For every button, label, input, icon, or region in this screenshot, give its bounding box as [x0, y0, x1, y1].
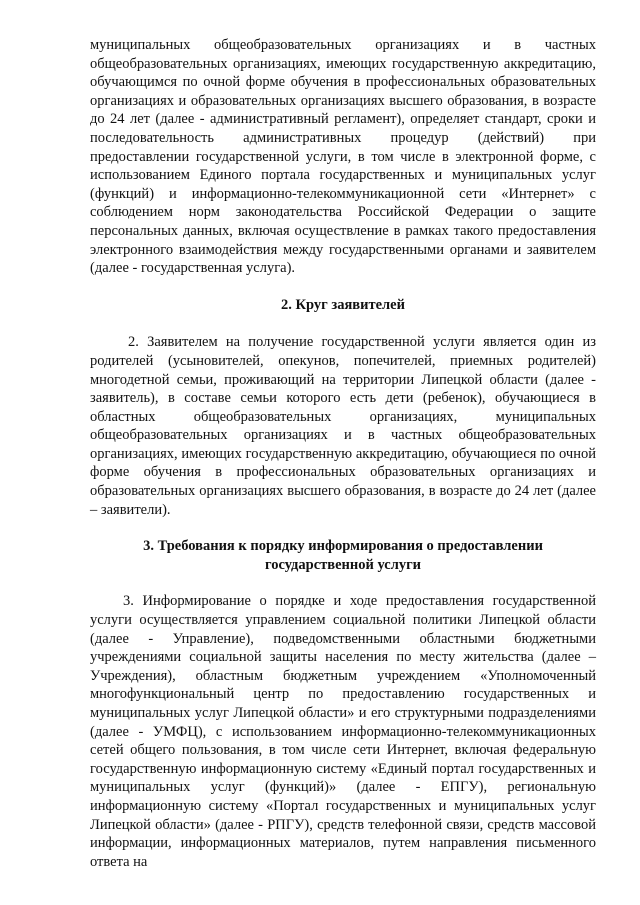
- section-3-paragraph: 3. Информирование о порядке и ходе предоставления государственной услуги осуществляется управлением социальной политики Липецкой области (далее - Управление), подведомственными областными бюджетными учреждениями социальной защиты населения по месту жительства (далее – Учреждения), областным бюджетным учреждением «Уполномоченный многофункциональный центр по предоставлению государственных и муниципальных услуг Липецкой области» и его структурными подразделениями (далее - УМФЦ), с использованием информационно-телекоммуникационных сетей общего пользования, в том числе сети Интернет, включая федеральную государственную информационную систему «Единый портал государственных и муниципальных услуг (функций)» (далее - ЕПГУ), региональную информационную систему «Портал государственных и муниципальных услуг Липецкой области» (далее - РПГУ), средств телефонной связи, средств массовой информации, информационных материалов, путем направления письменного ответа на: [90, 593, 596, 870]
- spacer: [90, 574, 596, 592]
- section-3-heading-line-1: 3. Требования к порядку информирования о предоставлении: [143, 538, 543, 555]
- section-2-paragraph: 2. Заявителем на получение государственной услуги является один из родителей (усыновителей, опекунов, попечителей, приемных родителей) многодетной семьи, проживающий на территории Липецкой области (далее - заявитель), в составе семьи которого есть дети (ребенок), обучающиеся в областных общеобразовательных организациях, муниципальных общеобразовательных организациях и в частных общеобразовательных организациях, имеющих государственную аккредитацию, обучающиеся по очной форме обучения в профессиональных образовательных организациях и образовательных организациях высшего образования, в возрасте до 24 лет (далее – заявители).: [90, 334, 596, 518]
- document-page: [90, 36, 596, 871]
- spacer: [90, 314, 596, 333]
- section-3-heading-line-2: государственной услуги: [264, 556, 422, 573]
- spacer: [90, 519, 596, 537]
- section-2-heading: 2. Круг заявителей: [281, 296, 405, 313]
- intro-paragraph: муниципальных общеобразовательных организациях и в частных общеобразовательных организациях, имеющих государственную аккредитацию, обучающимся по очной форме обучения в профессиональных образовательных организациях и образовательных организациях высшего образования, в возрасте до 24 лет (далее - административный регламент), определяет стандарт, сроки и последовательность административных процедур (действий) при предоставлении государственной услуги, в том числе в электронной форме, с использованием Единого портала государственных и муниципальных услуг (функций) и информационно-телекоммуникационной сети «Интернет» с соблюдением норм законодательства Российской Федерации о защите персональных данных, включая осуществление в рамках такого предоставления электронного взаимодействия между государственными органами и заявителем (далее - государственная услуга).: [90, 37, 596, 277]
- spacer: [90, 278, 596, 296]
